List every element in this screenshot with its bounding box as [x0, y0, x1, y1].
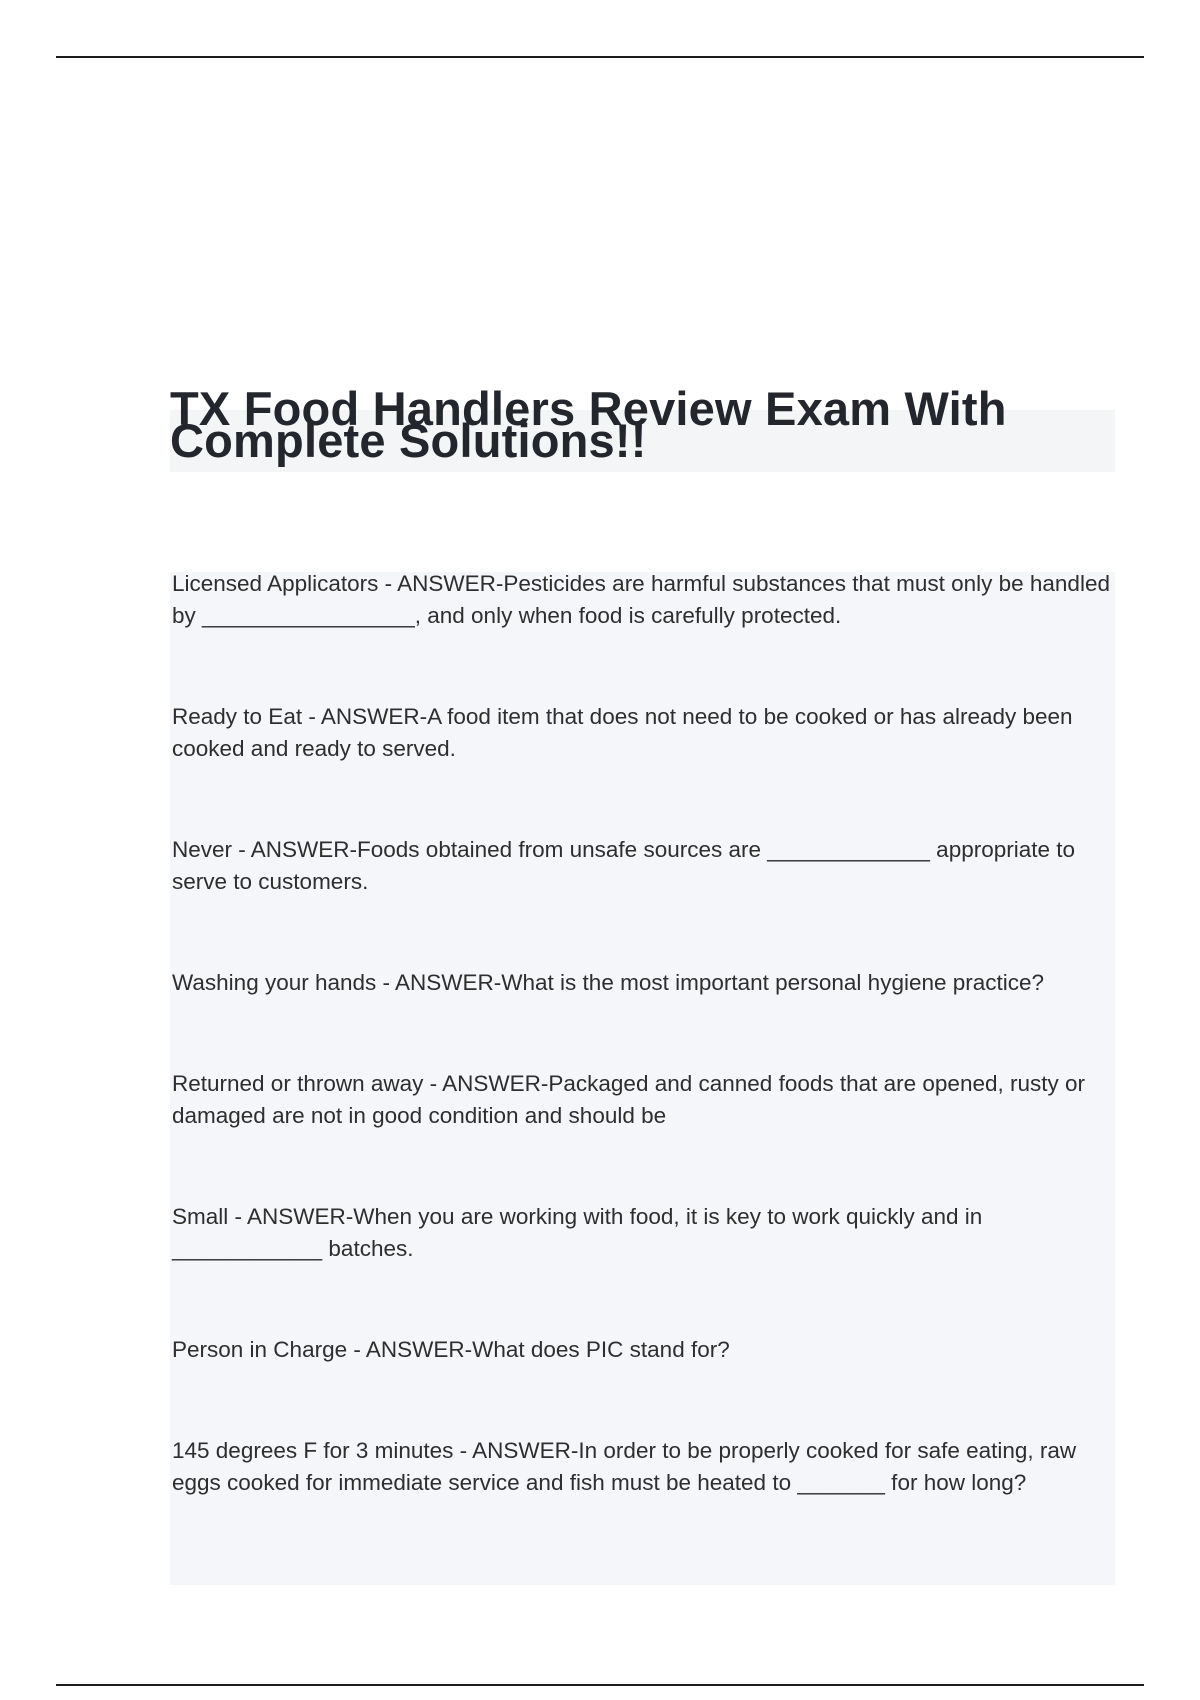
qa-item-never: Never - ANSWER-Foods obtained from unsafe sources are _____________ appropriate to serve to customers. — [172, 837, 1076, 894]
qa-list — [172, 568, 1122, 1568]
bottom-rule — [56, 1684, 1144, 1686]
qa-item-washing-hands: Washing your hands - ANSWER-What is the most important personal hygiene practice? — [172, 970, 1045, 995]
qa-item-returned-or-thrown-away: Returned or thrown away - ANSWER-Packaged and canned foods that are opened, rusty or damaged are not in good condition and should be — [172, 1071, 1086, 1128]
qa-item-ready-to-eat: Ready to Eat - ANSWER-A food item that does not need to be cooked or has already been cooked and ready to served. — [172, 704, 1073, 761]
qa-item-145-degrees: 145 degrees F for 3 minutes - ANSWER-In order to be properly cooked for safe eating, raw eggs cooked for immediate service and fish must be heated to _______ for how long? — [172, 1438, 1077, 1495]
qa-item-person-in-charge: Person in Charge - ANSWER-What does PIC stand for? — [172, 1337, 730, 1362]
qa-item-licensed-applicators: Licensed Applicators - ANSWER-Pesticides are harmful substances that must only be handled by _________________, and only when food is carefully protected. — [172, 571, 1110, 628]
top-rule — [56, 56, 1144, 58]
qa-item-small: Small - ANSWER-When you are working with food, it is key to work quickly and in ____________ batches. — [172, 1204, 983, 1261]
document-title: TX Food Handlers Review Exam With Complete Solutions!! — [170, 382, 1007, 467]
